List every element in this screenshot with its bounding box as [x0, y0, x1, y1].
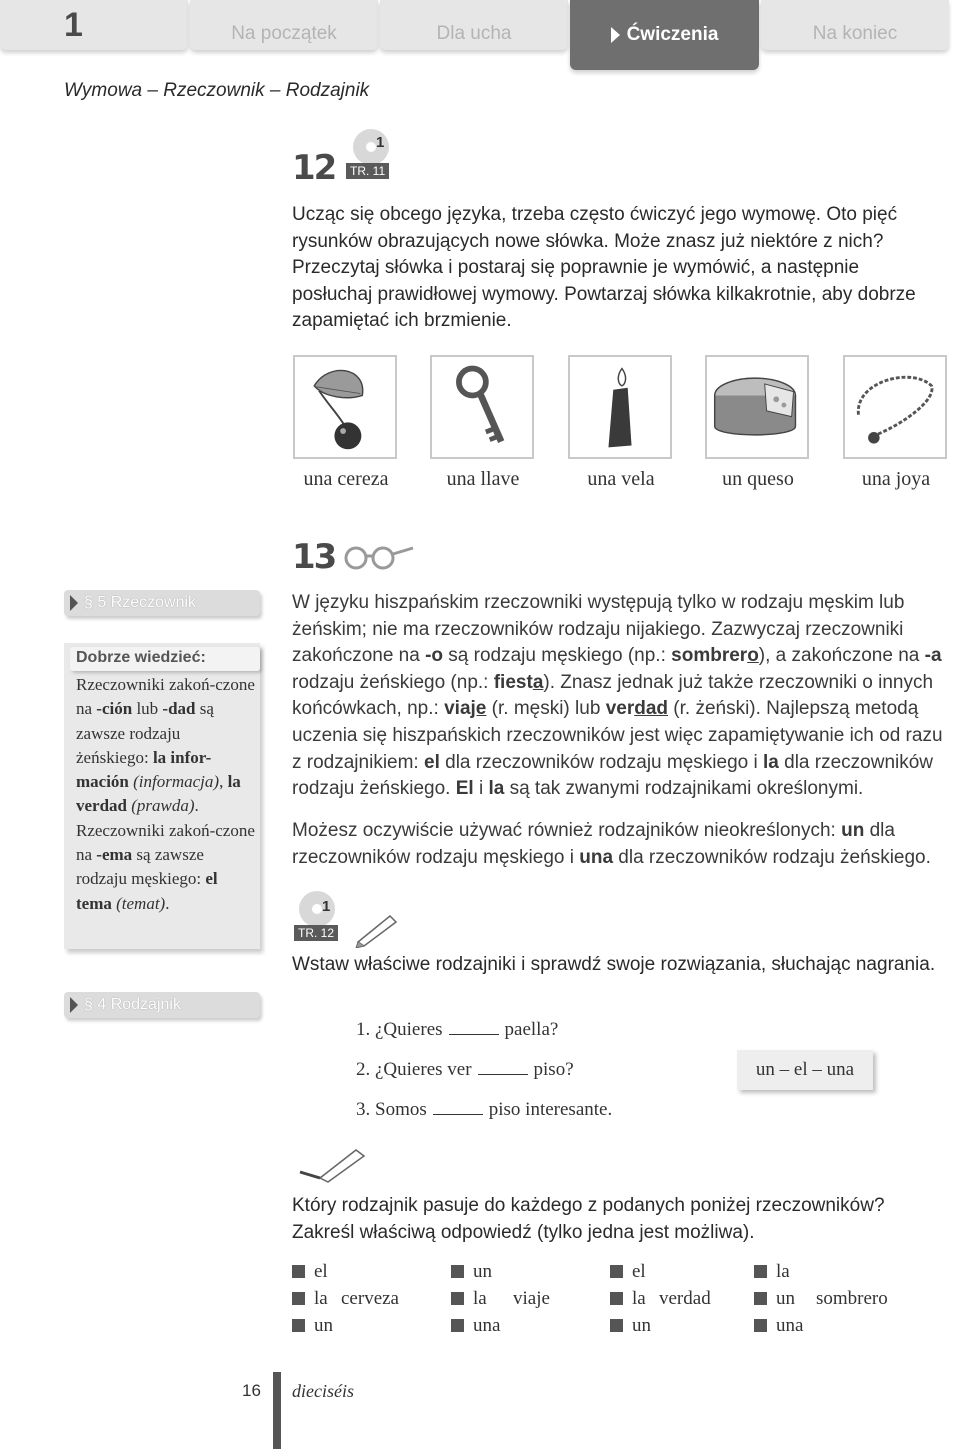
- info-box: [64, 643, 260, 949]
- checkbox[interactable]: [451, 1319, 464, 1332]
- play-arrow-icon: [70, 595, 78, 611]
- vocab-cereza: una cereza: [303, 468, 389, 490]
- page-number: 16: [242, 1381, 261, 1400]
- necklace-icon: [845, 357, 945, 457]
- vocab-llave: una llave: [446, 468, 520, 490]
- answer-grid: [292, 1258, 932, 1340]
- grammar-ref-rodzajnik[interactable]: [64, 992, 260, 1018]
- cherry-picture: [293, 355, 397, 459]
- exercise-14-item-3: 3. Somos piso interesante.: [356, 1099, 613, 1120]
- option-row[interactable]: una: [451, 1312, 611, 1339]
- exercise-13-paragraph-2: Możesz oczywiście używać również rodzajników nieokreślonych: un dla rzeczowników rodzaju męskiego i una dla rzeczowników rodzaju żeńskiego.: [292, 820, 931, 868]
- grammar-ref-label: § 4 Rodzajnik: [84, 996, 181, 1013]
- tab-na-koniec[interactable]: Na koniec: [761, 0, 949, 50]
- checkbox[interactable]: [610, 1319, 623, 1332]
- tab-dla-ucha[interactable]: Dla ucha: [380, 0, 568, 50]
- vocab-vela: una vela: [587, 468, 655, 490]
- checkbox[interactable]: [610, 1292, 623, 1305]
- exercise-14-item-2: 2. ¿Quieres ver piso?: [356, 1059, 574, 1080]
- option-row[interactable]: un: [610, 1312, 770, 1339]
- play-arrow-icon: [70, 997, 78, 1013]
- answer-column: [754, 1258, 914, 1339]
- tab-cwiczenia[interactable]: [570, 0, 759, 70]
- answer-column: [610, 1258, 770, 1339]
- checkbox[interactable]: [610, 1265, 623, 1278]
- exercise-15-instruction: Który rodzajnik pasuje do każdego z podanych poniżej rzeczowników? Zakreśl właściwą odpowiedź (tylko jedna jest możliwa).: [292, 1195, 885, 1243]
- exercise-14-item-1: 1. ¿Quieres paella?: [356, 1019, 559, 1040]
- checkbox[interactable]: [292, 1292, 305, 1305]
- pencil-icon: [298, 1144, 368, 1184]
- answer-blank[interactable]: [433, 1099, 483, 1115]
- exercise-13-number: 13: [292, 537, 336, 577]
- candle-icon: [570, 357, 670, 457]
- key-icon: [432, 357, 532, 457]
- cd-number: 1: [376, 134, 385, 151]
- candle-picture: [568, 355, 672, 459]
- cheese-picture: [705, 355, 809, 459]
- tab-cwiczenia-label: Ćwiczenia: [626, 24, 719, 45]
- option-row[interactable]: una: [754, 1312, 914, 1339]
- option-row[interactable]: un: [292, 1312, 452, 1339]
- option-row[interactable]: la: [754, 1258, 914, 1285]
- grammar-ref-rzeczownik[interactable]: [64, 590, 260, 616]
- checkbox[interactable]: [754, 1265, 767, 1278]
- checkbox[interactable]: [292, 1265, 305, 1278]
- option-row[interactable]: un: [451, 1258, 611, 1285]
- cheese-icon: [707, 357, 807, 457]
- answer-blank[interactable]: [449, 1019, 499, 1035]
- option-row[interactable]: la viaje: [451, 1285, 611, 1312]
- exercise-13-paragraph-1: W języku hiszpańskim rzeczowniki występują tylko w rodzaju męskim lub żeńskim; nie ma rzeczowników rodzaju nijakiego. Zazwyczaj rzeczowniki zakończone na -o są rodzaju męskiego (np.: sombrero), a zakończone na -a rodzaju żeńskiego (np.: fiesta). Znasz jednak już także rzeczowniki o innych końcówkach, np.: viaje (r. męski) lub verdad (r. żeński). Najlepszą metodą uczenia się hiszpańskich rzeczowników jest więc zapamiętywanie ich od razu z rodzajnikiem: el dla rzeczowników rodzaju męskiego i la dla rzeczowników rodzaju żeńskiego. El i la są tak zwanymi rodzajnikami określonymi.: [292, 592, 943, 800]
- exercise-12-number: 12: [292, 148, 336, 188]
- necklace-picture: [843, 355, 947, 459]
- vocab-joya: una joya: [861, 468, 931, 490]
- play-arrow-icon: [611, 27, 620, 43]
- cherry-icon: [295, 357, 395, 457]
- answer-column: [292, 1258, 452, 1339]
- track-badge: TR. 11: [346, 163, 389, 179]
- glasses-icon: [343, 544, 415, 572]
- option-row[interactable]: la cerveza: [292, 1285, 452, 1312]
- checkbox[interactable]: [754, 1319, 767, 1332]
- checkbox[interactable]: [754, 1292, 767, 1305]
- vocab-queso: un queso: [722, 468, 794, 490]
- answer-column: [451, 1258, 611, 1339]
- option-row[interactable]: el: [610, 1258, 770, 1285]
- grammar-ref-label: § 5 Rzeczownik: [84, 594, 197, 611]
- checkbox[interactable]: [451, 1292, 464, 1305]
- page-number-word: dieciséis: [292, 1381, 354, 1401]
- cd-number: 1: [322, 898, 331, 915]
- word-bank: un – el – una: [737, 1050, 873, 1090]
- answer-blank[interactable]: [478, 1059, 528, 1075]
- track-badge: TR. 12: [294, 925, 338, 941]
- exercise-12-text: Ucząc się obcego języka, trzeba często ćwiczyć jego wymowę. Oto pięć rysunków obrazujących nowe słówka. Może znasz już niektóre z nich? Przeczytaj słówka i postaraj się poprawnie je wymówić, a następnie posłuchaj prawidłowej wymowy. Powtarzaj słówka kilkakrotnie, aby dobrze zapamiętać ich brzmienie.: [292, 204, 916, 332]
- option-row[interactable]: la verdad: [610, 1285, 770, 1312]
- pencil-icon: [352, 912, 400, 948]
- option-row[interactable]: el: [292, 1258, 452, 1285]
- checkbox[interactable]: [292, 1319, 305, 1332]
- key-picture: [430, 355, 534, 459]
- info-box-title: Dobrze wiedzieć:: [70, 647, 260, 671]
- checkbox[interactable]: [451, 1265, 464, 1278]
- tab-na-poczatek[interactable]: Na początek: [190, 0, 378, 50]
- section-title: Wymowa – Rzeczownik – Rodzajnik: [64, 80, 370, 101]
- page-divider: [273, 1372, 281, 1449]
- exercise-14-instruction: Wstaw właściwe rodzajniki i sprawdź swoje rozwiązania, słuchając nagrania.: [292, 954, 936, 975]
- chapter-number: 1: [0, 0, 188, 50]
- info-box-text: Rzeczowniki zakoń-czone na -ción lub -dad są zawsze rodzaju żeńskiego: la infor-mación (informacja), la verdad (prawda). Rzeczowniki zakoń-czone na -ema są zawsze rodzaju męskiego: el tema (temat).: [76, 675, 255, 913]
- option-row[interactable]: un sombrero: [754, 1285, 914, 1312]
